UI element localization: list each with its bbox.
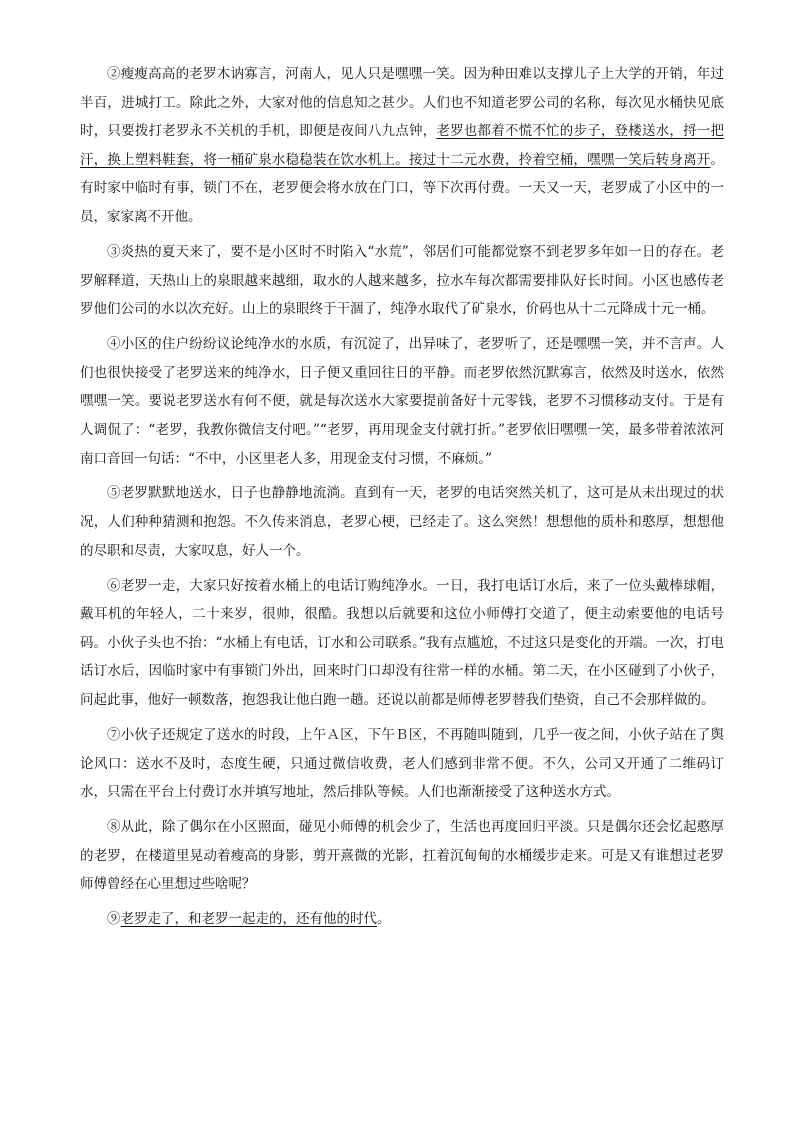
paragraph-9-underlined-text: 老罗走了，和老罗一起走的，还有他的时代 [120, 911, 377, 928]
paragraph-8 [80, 813, 724, 899]
paragraph-3-text: ③炎热的夏天来了，要不是小区时不时陷入“水荒”，邻居们可能都觉察不到老罗多年如一日的存在。老罗解释道，天热山上的泉眼越来越细，取水的人越来越多，拉水车每次都需要排队好长时间。小区也感传老罗他们公司的水以次充好。山上的泉眼终于干涸了，纯净水取代了矿泉水，价码也从十二元降成十元一桶。 [80, 243, 724, 318]
paragraph-7 [80, 721, 724, 807]
paragraph-4 [80, 330, 724, 473]
paragraph-5 [80, 479, 724, 565]
paragraph-7-text: ⑦小伙子还规定了送水的时段，上午Ａ区，下午Ｂ区，不再随叫随到，几乎一夜之间，小伙子站在了舆论风口：送水不及时，态度生硬，只通过微信收费，老人们感到非常不便。不久，公司又开通了二维码订水，只需在平台上付费订水并填写地址，然后排队等候。人们也渐渐接受了这种送水方式。 [80, 727, 724, 801]
paragraph-5-text: ⑤老罗默默地送水，日子也静静地流淌。直到有一天，老罗的电话突然关机了，这可是从未出现过的状况，人们种种猜测和抱怨。不久传来消息，老罗心梗，已经走了。这么突然！想想他的质朴和憨厚，想想他的尽职和尽责，大家叹息，好人一个。 [80, 485, 724, 559]
paragraph-9 [80, 905, 724, 934]
paragraph-2-underlined-text: 老罗也都着不慌不忙的步子，登楼送水，捋一把汗，换上塑料鞋套，将一桶矿泉水稳稳装在饮水机上。接过十二元水费，拎着空桶，嘿嘿一笑后转身离开 [80, 123, 725, 168]
paragraph-6-text: ⑥老罗一走，大家只好按着水桶上的电话订购纯净水。一日，我打电话订水后，来了一位头戴棒球帽，戴耳机的年轻人，二十来岁，很帅，很酷。我想以后就要和这位小师傅打交道了，便主动索要他的电话号码。小伙子头也不抬：“水桶上有电话，订水和公司联系。”我有点尴尬，不过这只是变化的开端。一次，打电话订水后，因临时家中有事锁门外出，回来时门口却没有往常一样的水桶。第二天，在小区碰到了小伙子，问起此事，他好一顿数落，抱怨我让他白跑一趟。还说以前都是师傅老罗替我们垫资，自己不会那样做的。 [80, 577, 724, 709]
paragraph-6 [80, 572, 724, 715]
paragraph-9-end-punctuation: 。 [377, 911, 391, 928]
paragraph-2-text-a: ②瘦瘦高高的老罗木讷寡言，河南人，见人只是嘿嘿一笑。因为种田难以支撑儿子上大学的开销，年过半百，进城打工。除此之外，大家对他的信息知之甚少。人们也不知道老罗公司的名称，每次见水桶快见底时，只要拨打老罗永不关机的手机，即便是夜间八九点钟， [80, 66, 724, 140]
paragraph-3 [80, 238, 724, 324]
paragraph-2-text-b: 。有时家中临时有事，锁门不在，老罗便会将水放在门口，等下次再付费。一天又一天，老罗成了小区中的一员，家家离不开他。 [80, 151, 724, 225]
paragraph-2 [80, 60, 724, 232]
paragraph-8-text: ⑧从此，除了偶尔在小区照面，碰见小师傅的机会少了，生活也再度回归平淡。只是偶尔还会忆起憨厚的老罗，在楼道里晃动着瘦高的身影，剪开熹微的光影，扛着沉甸甸的水桶缓步走来。可是又有谁想过老罗师傅曾经在心里想过些啥呢？ [80, 819, 724, 893]
paragraph-4-text: ④小区的住户纷纷议论纯净水的水质，有沉淀了，出异味了，老罗听了，还是嘿嘿一笑，并不言声。人们也很快接受了老罗送来的纯净水，日子便又重回往日的平静。而老罗依然沉默寡言，依然及时送水，依然嘿嘿一笑。要说老罗送水有何不便，就是每次送水大家要提前备好十元零钱，老罗不习惯移动支付。于是有人调侃了：“老罗，我教你微信支付吧。”“老罗，再用现金支付就打折。”老罗依旧嘿嘿一笑，最多带着浓浓河南口音回一句话：“不中，小区里老人多，用现金支付习惯，不麻烦。” [80, 336, 724, 467]
paragraph-9-number: ⑨ [107, 911, 121, 928]
